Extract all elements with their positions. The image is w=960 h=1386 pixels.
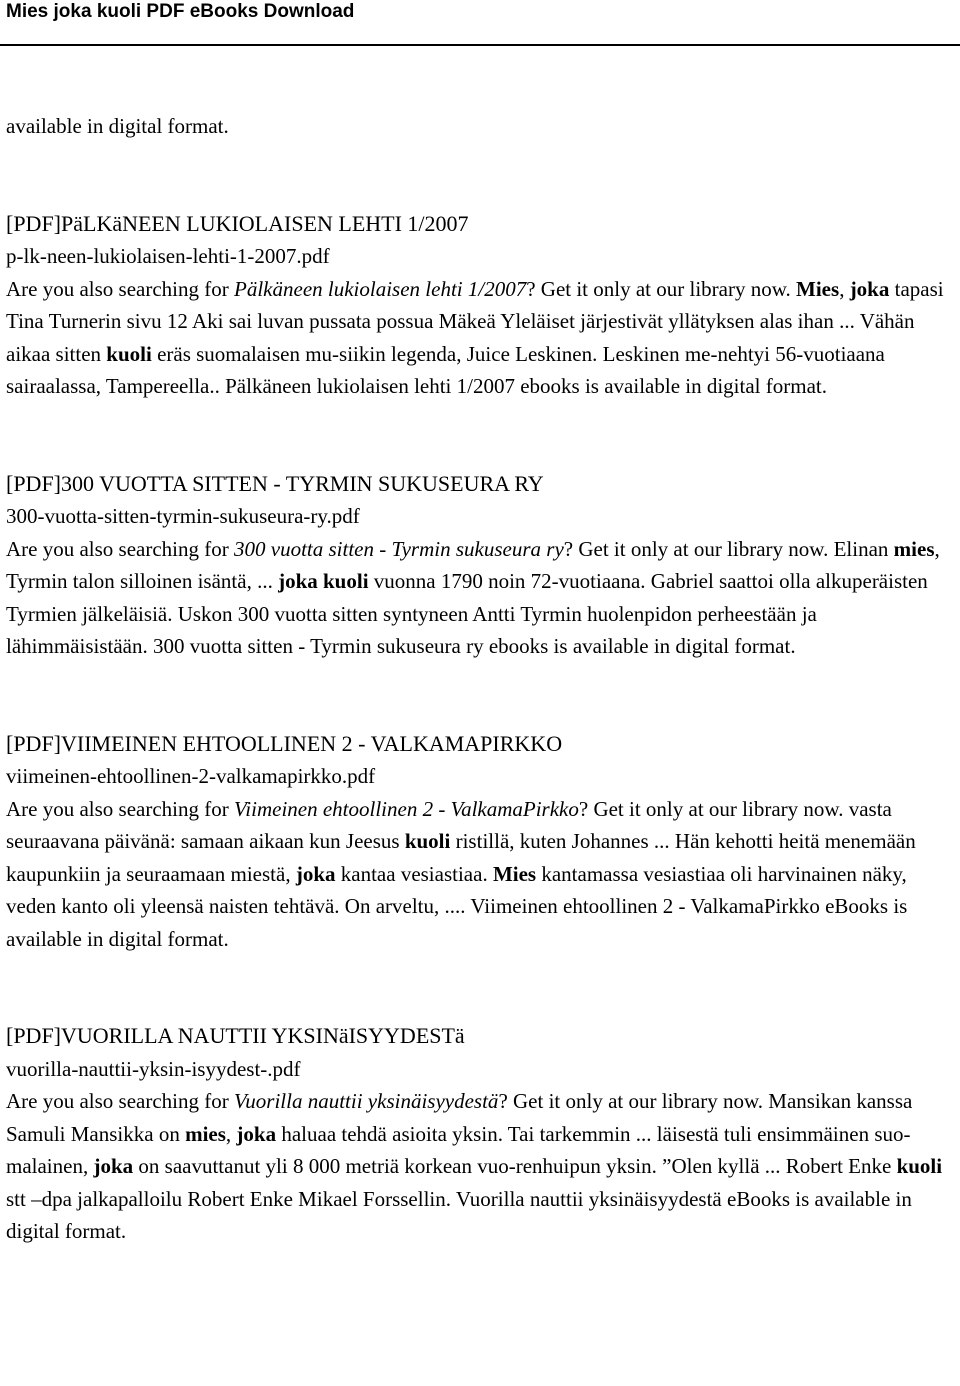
keyword-highlight: joka: [93, 1154, 134, 1178]
snippet-text: on saavuttanut yli 8 000 metriä korkean vuo-renhuipun yksin. ”Olen kyllä ... Robert Enke: [133, 1154, 897, 1178]
snippet-text: stt –dpa jalkapalloilu Robert Enke Mikael Forssellin. Vuorilla nauttii yksinäisyydestä eBooks is available in digital format.: [6, 1186, 912, 1243]
snippet-text: ristillä, kuten Johannes ... Hän kehotti heitä menemään kaupunkiin ja seuraamaan miestä,: [6, 829, 916, 886]
keyword-highlight: Mies: [796, 276, 840, 301]
keyword-highlight: kuoli: [106, 341, 152, 366]
keyword-highlight: joka: [236, 1121, 277, 1146]
search-suffix: ? Get it only at our library now.: [526, 276, 797, 301]
snippet-text: vasta seuraavana päivänä: samaan aikaan kun Jeesus: [6, 796, 892, 853]
result-entry: [6, 468, 956, 663]
result-entry: [6, 1020, 956, 1248]
keyword-highlight: mies: [893, 536, 935, 561]
header-divider: [0, 44, 960, 46]
keyword-highlight: kuoli: [404, 829, 451, 853]
snippet-text: ,: [225, 1121, 237, 1146]
snippet-text: eräs suomalaisen mu-siikin legenda, Juice Leskinen. Leskinen me-nehtyi 56-vuotiaana sairaalassa, Tampereella.. Pälkäneen lukiolaisen lehti 1/2007 ebooks is available in digital format.: [6, 341, 885, 398]
result-filename: viimeinen-ehtoollinen-2-valkamapirkko.pdf: [6, 764, 376, 788]
search-title: 300 vuotta sitten - Tyrmin sukuseura ry: [234, 536, 564, 561]
snippet-text: vuonna 1790 noin 72-vuotiaana. Gabriel saattoi olla alkuperäisten Tyrmien jälkeläisiä. Uskon 300 vuotta sitten syntyneen Antti Tyrmin huolenpidon perheestään ja lähimmäisistään. 300 vuotta sitten - Tyrmin sukuseura ry ebooks is available in digital format.: [6, 569, 928, 658]
search-title: Vuorilla nauttii yksinäisyydestä: [234, 1089, 499, 1113]
result-filename: vuorilla-nauttii-yksin-isyydest-.pdf: [6, 1056, 301, 1081]
result-title[interactable]: [PDF]PäLKäNEEN LUKIOLAISEN LEHTI 1/2007: [6, 210, 469, 236]
result-title[interactable]: [PDF]VIIMEINEN EHTOOLLINEN 2 - VALKAMAPIRKKO: [6, 730, 563, 756]
keyword-highlight: mies: [185, 1121, 226, 1146]
search-prefix: Are you also searching for: [6, 536, 235, 561]
keyword-highlight: Mies: [492, 861, 537, 886]
search-prefix: Are you also searching for: [6, 276, 235, 301]
result-entry: [6, 728, 956, 956]
snippet-text: kantaa vesiastiaa.: [335, 861, 493, 886]
result-description: [6, 273, 956, 403]
keyword-highlight: kuoli: [896, 1154, 943, 1178]
result-description: [6, 1085, 956, 1248]
result-filename: p-lk-neen-lukiolaisen-lehti-1-2007.pdf: [6, 244, 330, 268]
search-suffix: ? Get it only at our library now.: [498, 1089, 769, 1113]
snippet-text: tapasi Tina Turnerin sivu 12 Aki sai luvan pussata possua Mäkeä Yleläiset järjestivät yllätyksen alas ihan ... Vähän aikaa sitten: [6, 276, 944, 366]
search-prefix: Are you also searching for: [6, 796, 235, 821]
search-title: Viimeinen ehtoollinen 2 - ValkamaPirkko: [234, 796, 579, 821]
search-suffix: ? Get it only at our library now.: [578, 796, 849, 821]
results-list: [6, 208, 956, 1248]
result-filename: 300-vuotta-sitten-tyrmin-sukuseura-ry.pdf: [6, 504, 360, 528]
result-entry: [6, 208, 956, 403]
search-title: Pälkäneen lukiolaisen lehti 1/2007: [234, 276, 527, 301]
snippet-text: kantamassa vesiastiaa oli harvinainen näky, veden kanto oli yleensä naisten tehtävä. On arveltu, .... Viimeinen ehtoollinen 2 - ValkamaPirkko eBooks is available in digital format.: [6, 861, 908, 951]
intro-text: available in digital format.: [6, 114, 229, 138]
search-suffix: ? Get it only at our library now.: [563, 536, 834, 561]
result-description: [6, 793, 956, 956]
page-title: Mies joka kuoli PDF eBooks Download: [6, 1, 355, 22]
result-title[interactable]: [PDF]VUORILLA NAUTTII YKSINäISYYDESTä: [6, 1023, 465, 1048]
keyword-highlight: joka: [295, 861, 336, 886]
keyword-highlight: joka kuoli: [278, 569, 369, 593]
snippet-text: haluaa tehdä asioita yksin. Tai tarkemmin ... läisestä tuli ensimmäinen suo-malainen,: [6, 1121, 911, 1178]
snippet-text: , Tyrmin talon silloinen isäntä, ...: [6, 536, 940, 593]
search-prefix: Are you also searching for: [6, 1089, 235, 1113]
result-description: [6, 533, 956, 663]
snippet-text: Elinan: [833, 536, 894, 561]
snippet-text: Mansikan kanssa Samuli Mansikka on: [6, 1089, 913, 1146]
results-content: [6, 110, 956, 1248]
result-title[interactable]: [PDF]300 VUOTTA SITTEN - TYRMIN SUKUSEURA RY: [6, 470, 544, 496]
snippet-text: ,: [839, 276, 850, 301]
keyword-highlight: joka: [849, 276, 890, 301]
